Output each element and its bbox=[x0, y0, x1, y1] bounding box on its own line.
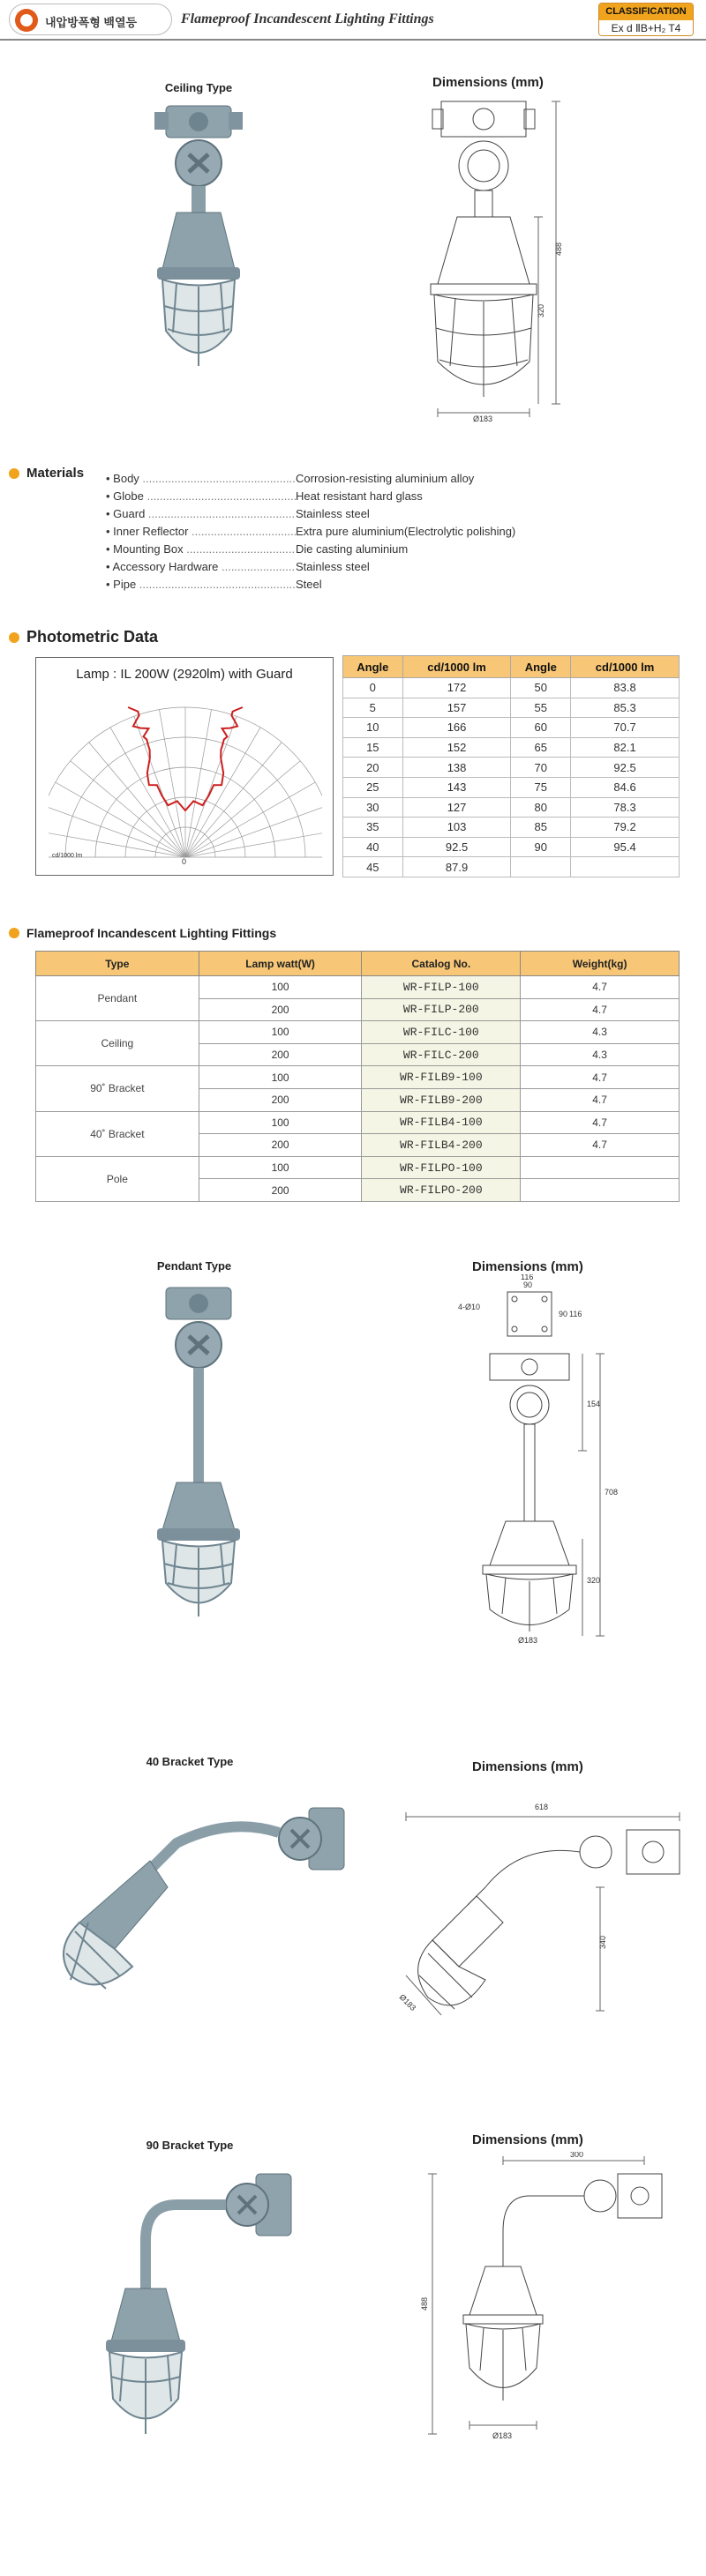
bracket90-dimensions-title: Dimensions (mm) bbox=[472, 2132, 583, 2147]
table-cell: 82.1 bbox=[571, 737, 680, 758]
polar-scale-label: cd/1000 lm bbox=[52, 853, 83, 859]
polar-grid bbox=[49, 707, 322, 857]
pendant-dim-globe: 320 bbox=[587, 1576, 601, 1585]
table-row bbox=[36, 1021, 680, 1044]
bracket90-dim-diameter: Ø183 bbox=[492, 2431, 513, 2440]
ceiling-lamp-photo bbox=[150, 101, 247, 384]
weight-cell: 4.3 bbox=[521, 1043, 680, 1066]
catalog-number-cell: WR-FILP-200 bbox=[362, 998, 521, 1021]
lamp-watt-cell: 200 bbox=[199, 1179, 362, 1202]
brand-text: 내압방폭형 백열등 bbox=[45, 16, 138, 29]
material-name: • Pipe ..... bbox=[106, 576, 296, 594]
catalog-number-cell: WR-FILC-200 bbox=[362, 1043, 521, 1066]
fitting-type-cell: 40˚ Bracket bbox=[36, 1111, 199, 1156]
weight-cell: 4.7 bbox=[521, 1088, 680, 1111]
table-cell: 20 bbox=[343, 758, 403, 778]
table-cell: 172 bbox=[402, 678, 511, 698]
pendant-dim-box: 154 bbox=[587, 1400, 601, 1408]
pendant-dim-total: 708 bbox=[605, 1488, 619, 1497]
table-header: Lamp watt(W) bbox=[199, 952, 362, 976]
table-cell: 95.4 bbox=[571, 837, 680, 857]
pendant-type-title: Pendant Type bbox=[156, 1259, 232, 1273]
materials-list bbox=[106, 470, 515, 594]
bracket40-dim-height: 340 bbox=[598, 1935, 607, 1949]
table-header: Catalog No. bbox=[362, 952, 521, 976]
pendant-dimension-drawing bbox=[446, 1274, 622, 1645]
lamp-watt-cell: 100 bbox=[199, 976, 362, 999]
table-cell: 138 bbox=[402, 758, 511, 778]
table-cell: 166 bbox=[402, 718, 511, 738]
catalog-table bbox=[35, 951, 680, 1202]
fitting-type-cell: Ceiling bbox=[36, 1021, 199, 1066]
table-cell: 84.6 bbox=[571, 777, 680, 797]
materials-heading bbox=[9, 466, 84, 481]
ceiling-type-title: Ceiling Type bbox=[164, 81, 233, 94]
table-cell: 83.8 bbox=[571, 678, 680, 698]
table-header: Angle bbox=[343, 656, 403, 678]
photometric-heading bbox=[9, 628, 158, 646]
company-logo-icon bbox=[15, 9, 38, 32]
fitting-type-cell: 90˚ Bracket bbox=[36, 1066, 199, 1111]
catalog-number-cell: WR-FILB9-100 bbox=[362, 1066, 521, 1089]
weight-cell: 4.7 bbox=[521, 1134, 680, 1157]
table-cell: 78.3 bbox=[571, 797, 680, 818]
lamp-watt-cell: 200 bbox=[199, 1088, 362, 1111]
material-row bbox=[106, 470, 515, 488]
table-cell: 0 bbox=[343, 678, 403, 698]
table-header: Type bbox=[36, 952, 199, 976]
material-row bbox=[106, 505, 515, 523]
material-value: Corrosion-resisting aluminium alloy bbox=[296, 472, 475, 485]
lamp-watt-cell: 200 bbox=[199, 1043, 362, 1066]
table-row bbox=[36, 1156, 680, 1179]
lamp-watt-cell: 200 bbox=[199, 1134, 362, 1157]
pendant-dim-w1: 116 bbox=[521, 1274, 534, 1281]
photometric-chart-box bbox=[35, 657, 334, 876]
photometric-table bbox=[342, 655, 680, 877]
table-cell: 30 bbox=[343, 797, 403, 818]
table-cell: 92.5 bbox=[571, 758, 680, 778]
header-divider bbox=[0, 39, 706, 41]
polar-origin-label: 0 bbox=[182, 857, 187, 866]
bracket40-dimension-drawing bbox=[388, 1790, 697, 2028]
material-value: Extra pure aluminium(Electrolytic polishing) bbox=[296, 525, 516, 538]
pendant-lamp-photo bbox=[150, 1283, 247, 1627]
table-row bbox=[36, 1111, 680, 1134]
table-cell: 75 bbox=[511, 777, 571, 797]
orange-bullet-icon bbox=[9, 468, 19, 479]
weight-cell: 4.7 bbox=[521, 1066, 680, 1089]
ceiling-dimension-drawing bbox=[388, 97, 582, 423]
catalog-number-cell: WR-FILB9-200 bbox=[362, 1088, 521, 1111]
table-header: cd/1000 lm bbox=[402, 656, 511, 678]
table-cell: 35 bbox=[343, 818, 403, 838]
bracket40-dim-width: 618 bbox=[535, 1803, 549, 1811]
bracket40-type-title: 40 Bracket Type bbox=[146, 1755, 234, 1768]
material-row bbox=[106, 541, 515, 558]
bracket40-dim-diameter: Ø183 bbox=[397, 1992, 418, 2012]
material-row bbox=[106, 523, 515, 541]
table-row bbox=[343, 678, 680, 698]
table-row bbox=[343, 837, 680, 857]
catalog-number-cell: WR-FILB4-200 bbox=[362, 1134, 521, 1157]
table-row bbox=[36, 1066, 680, 1089]
pendant-dim-diameter: Ø183 bbox=[518, 1636, 538, 1645]
material-row bbox=[106, 576, 515, 594]
table-cell: 10 bbox=[343, 718, 403, 738]
material-name: • Inner Reflector ..... bbox=[106, 523, 296, 541]
table-row bbox=[343, 857, 680, 877]
weight-cell: 4.7 bbox=[521, 1111, 680, 1134]
table-cell bbox=[571, 857, 680, 877]
material-value: Heat resistant hard glass bbox=[296, 489, 423, 503]
pendant-dim-h1: 90 bbox=[559, 1310, 568, 1318]
catalog-number-cell: WR-FILP-100 bbox=[362, 976, 521, 999]
photometric-heading-text: Photometric Data bbox=[26, 628, 159, 646]
catalog-heading bbox=[9, 926, 276, 940]
table-cell: 80 bbox=[511, 797, 571, 818]
material-name: • Mounting Box ..... bbox=[106, 541, 296, 558]
material-row bbox=[106, 488, 515, 505]
brand-badge bbox=[9, 4, 172, 35]
bracket90-dimension-drawing bbox=[415, 2152, 680, 2460]
table-header: cd/1000 lm bbox=[571, 656, 680, 678]
bracket90-dim-height: 488 bbox=[420, 2296, 429, 2311]
polar-grid-spoke bbox=[185, 806, 322, 857]
classification-value: Ex d ⅡB+H₂ T4 bbox=[599, 20, 693, 36]
table-cell: 143 bbox=[402, 777, 511, 797]
table-row bbox=[343, 698, 680, 718]
bracket90-lamp-photo bbox=[97, 2165, 300, 2456]
weight-cell: 4.7 bbox=[521, 976, 680, 999]
materials-heading-text: Materials bbox=[26, 466, 85, 481]
material-value: Steel bbox=[296, 578, 322, 591]
table-cell: 90 bbox=[511, 837, 571, 857]
material-name: • Accessory Hardware ..... bbox=[106, 558, 296, 576]
table-header: Weight(kg) bbox=[521, 952, 680, 976]
material-name: • Body ..... bbox=[106, 470, 296, 488]
bracket90-type-title: 90 Bracket Type bbox=[146, 2139, 234, 2152]
table-cell: 15 bbox=[343, 737, 403, 758]
lamp-watt-cell: 200 bbox=[199, 998, 362, 1021]
orange-bullet-icon bbox=[9, 928, 19, 938]
pendant-dim-w2: 90 bbox=[523, 1281, 533, 1289]
lamp-watt-cell: 100 bbox=[199, 1066, 362, 1089]
bracket40-dimensions-title: Dimensions (mm) bbox=[472, 1759, 583, 1774]
table-row bbox=[36, 976, 680, 999]
table-row bbox=[343, 718, 680, 738]
table-cell: 40 bbox=[343, 837, 403, 857]
table-cell: 152 bbox=[402, 737, 511, 758]
polar-chart bbox=[49, 700, 322, 868]
table-cell: 103 bbox=[402, 818, 511, 838]
page-header bbox=[0, 0, 706, 39]
catalog-number-cell: WR-FILC-100 bbox=[362, 1021, 521, 1044]
weight-cell bbox=[521, 1156, 680, 1179]
material-value: Die casting aluminium bbox=[296, 542, 409, 556]
table-row bbox=[343, 777, 680, 797]
ceiling-dimensions-title: Dimensions (mm) bbox=[432, 75, 544, 90]
ceiling-dim-height: 488 bbox=[554, 242, 563, 256]
bracket90-dim-width: 300 bbox=[570, 2152, 584, 2159]
fitting-type-cell: Pole bbox=[36, 1156, 199, 1201]
table-row bbox=[343, 818, 680, 838]
table-cell: 85.3 bbox=[571, 698, 680, 718]
polar-grid-spoke bbox=[49, 806, 185, 857]
classification-badge bbox=[598, 3, 694, 36]
material-value: Stainless steel bbox=[296, 560, 370, 573]
classification-label: CLASSIFICATION bbox=[599, 4, 693, 20]
catalog-number-cell: WR-FILPO-200 bbox=[362, 1179, 521, 1202]
catalog-number-cell: WR-FILB4-100 bbox=[362, 1111, 521, 1134]
table-row bbox=[343, 758, 680, 778]
lamp-watt-cell: 100 bbox=[199, 1156, 362, 1179]
table-cell: 127 bbox=[402, 797, 511, 818]
table-cell: 60 bbox=[511, 718, 571, 738]
table-row bbox=[343, 797, 680, 818]
catalog-heading-text: Flameproof Incandescent Lighting Fittings bbox=[26, 926, 277, 940]
table-header: Angle bbox=[511, 656, 571, 678]
weight-cell: 4.3 bbox=[521, 1021, 680, 1044]
page-title: Flameproof Incandescent Lighting Fittings bbox=[181, 11, 434, 26]
material-name: • Globe ..... bbox=[106, 488, 296, 505]
fitting-type-cell: Pendant bbox=[36, 976, 199, 1021]
table-cell: 55 bbox=[511, 698, 571, 718]
table-cell: 25 bbox=[343, 777, 403, 797]
catalog-table-body bbox=[36, 976, 680, 1202]
orange-bullet-icon bbox=[9, 632, 19, 643]
table-cell: 87.9 bbox=[402, 857, 511, 877]
bracket40-lamp-photo bbox=[53, 1799, 353, 2002]
table-cell: 92.5 bbox=[402, 837, 511, 857]
table-cell: 65 bbox=[511, 737, 571, 758]
material-row bbox=[106, 558, 515, 576]
table-cell: 79.2 bbox=[571, 818, 680, 838]
table-row bbox=[343, 737, 680, 758]
ceiling-dim-diameter: Ø183 bbox=[473, 414, 493, 423]
pendant-dim-holes: 4-Ø10 bbox=[458, 1303, 481, 1311]
material-value: Stainless steel bbox=[296, 507, 370, 520]
photometric-table-body bbox=[343, 678, 680, 877]
table-cell: 157 bbox=[402, 698, 511, 718]
ceiling-dim-globe: 320 bbox=[537, 303, 545, 317]
weight-cell: 4.7 bbox=[521, 998, 680, 1021]
weight-cell bbox=[521, 1179, 680, 1202]
table-cell: 5 bbox=[343, 698, 403, 718]
lamp-label: Lamp : IL 200W (2920lm) with Guard bbox=[76, 667, 293, 682]
table-cell: 70 bbox=[511, 758, 571, 778]
table-cell: 50 bbox=[511, 678, 571, 698]
table-cell: 45 bbox=[343, 857, 403, 877]
material-name: • Guard ..... bbox=[106, 505, 296, 523]
lamp-watt-cell: 100 bbox=[199, 1021, 362, 1044]
lamp-watt-cell: 100 bbox=[199, 1111, 362, 1134]
table-cell: 85 bbox=[511, 818, 571, 838]
pendant-dimensions-title: Dimensions (mm) bbox=[472, 1259, 583, 1274]
table-cell bbox=[511, 857, 571, 877]
table-cell: 70.7 bbox=[571, 718, 680, 738]
pendant-dim-h2: 116 bbox=[569, 1310, 582, 1318]
catalog-number-cell: WR-FILPO-100 bbox=[362, 1156, 521, 1179]
